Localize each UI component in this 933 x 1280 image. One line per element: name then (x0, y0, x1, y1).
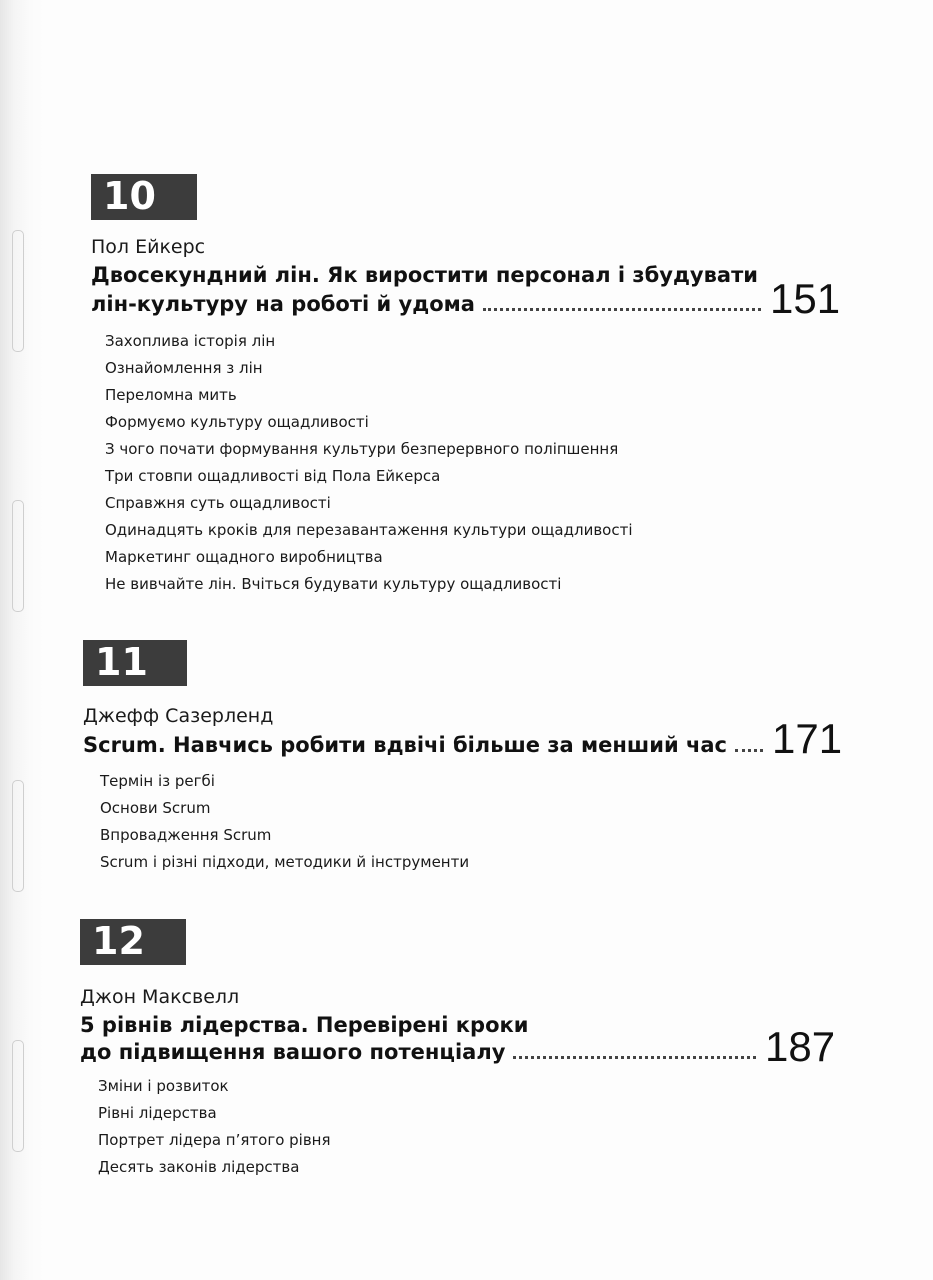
chapter-number-badge: 11 (83, 640, 187, 686)
subsection-item: Термін із регбі (100, 772, 215, 790)
subsection-item: Не вивчайте лін. Вчіться будувати культуру ощадливості (105, 575, 562, 593)
chapter-title-line2: Scrum. Навчись робити вдвічі більше за менший час (83, 733, 728, 757)
subsection-item: Переломна мить (105, 386, 237, 404)
subsection-item: Три стовпи ощадливості від Пола Ейкерса (105, 467, 441, 485)
book-binding (0, 0, 44, 1280)
chapter-author: Пол Ейкерс (91, 236, 206, 258)
chapter-title-line1: Двосекундний лін. Як виростити персонал і збудувати (91, 263, 758, 287)
subsection-item: Десять законів лідерства (98, 1158, 300, 1176)
dot-leader (735, 748, 763, 752)
chapter-author: Джон Максвелл (80, 986, 240, 1008)
binding-stitch (12, 780, 24, 892)
subsection-item: З чого почати формування культури безперервного поліпшення (105, 440, 619, 458)
subsection-list (105, 328, 632, 598)
dot-leader (483, 307, 761, 311)
subsection-item: Основи Scrum (100, 799, 211, 817)
subsection-item: Портрет лідера п’ятого рівня (98, 1131, 331, 1149)
subsection-item: Ознайомлення з лін (105, 359, 263, 377)
subsection-item: Зміни і розвиток (98, 1077, 229, 1095)
chapter-title-line2: до підвищення вашого потенціалу (80, 1040, 506, 1064)
subsection-item: Рівні лідерства (98, 1104, 217, 1122)
chapter-author: Джефф Сазерленд (83, 705, 274, 727)
subsection-list (100, 768, 469, 876)
subsection-item: Scrum і різні підходи, методики й інструменти (100, 853, 470, 871)
chapter-title-row[interactable] (83, 733, 769, 757)
subsection-item: Одинадцять кроків для перезавантаження культури ощадливості (105, 521, 633, 539)
chapter-title-line1: 5 рівнів лідерства. Перевірені кроки (80, 1013, 529, 1037)
chapter-page-number[interactable]: 151 (770, 275, 841, 322)
chapter-page-number[interactable]: 187 (765, 1023, 836, 1070)
subsection-item: Справжня суть ощадливості (105, 494, 331, 512)
binding-stitch (12, 1040, 24, 1152)
chapter-title-row[interactable] (80, 1040, 762, 1064)
subsection-item: Впровадження Scrum (100, 826, 272, 844)
chapter-title-line2: лін-культуру на роботі й удома (91, 292, 475, 316)
subsection-item: Формуємо культуру ощадливості (105, 413, 369, 431)
chapter-title-row[interactable] (91, 292, 767, 316)
subsection-item: Захоплива історія лін (105, 332, 276, 350)
binding-stitch (12, 230, 24, 352)
subsection-item: Маркетинг ощадного виробництва (105, 548, 383, 566)
chapter-number-badge: 10 (91, 174, 197, 220)
subsection-list (98, 1073, 331, 1181)
chapter-page-number[interactable]: 171 (772, 715, 843, 762)
dot-leader (513, 1055, 756, 1059)
chapter-number-badge: 12 (80, 919, 186, 965)
binding-stitch (12, 500, 24, 612)
